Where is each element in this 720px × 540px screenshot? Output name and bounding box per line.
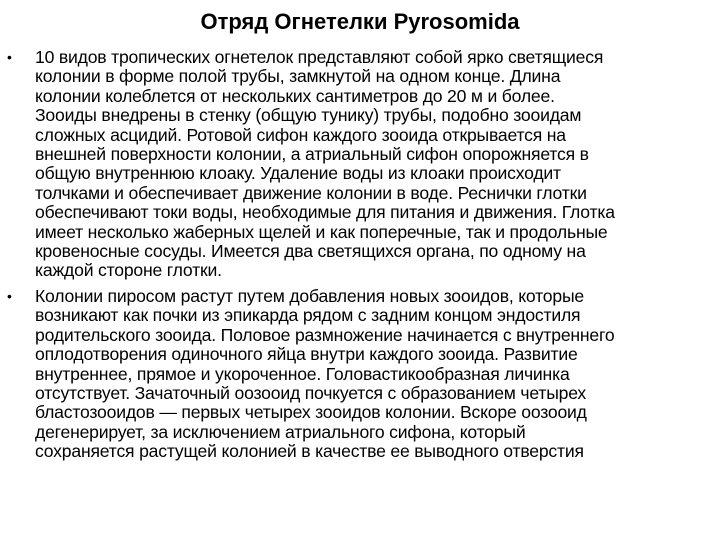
text-line: отсутствует. Зачаточный оозооид почкуется с образованием четырех <box>35 383 587 404</box>
text-line: бластозооидов — первых четырех зооидов колонии. Вскоре оозооид <box>35 402 587 423</box>
text-line: обеспечивают токи воды, необходимые для питания и движения. Глотка <box>35 202 615 223</box>
text-line: сохраняется растущей колонией в качестве ее выводного отверстия <box>35 441 584 462</box>
text-line: оплодотворения одиночного яйца внутри каждого зооида. Развитие <box>35 344 578 365</box>
text-line: имеет несколько жаберных щелей и как поперечные, так и продольные <box>35 221 608 242</box>
text-line: каждой стороне глотки. <box>35 260 222 281</box>
text-line: родительского зооида. Половое размножение начинается с внутреннего <box>35 324 615 345</box>
bullet-text <box>35 287 614 462</box>
text-line: сложных асцидий. Ротовой сифон каждого зооида открывается на <box>35 124 566 145</box>
bullet-icon: • <box>7 288 12 304</box>
text-line: возникают как почки из эпикарда рядом с задним концом эндостиля <box>35 305 581 326</box>
text-line: дегенерирует, за исключением атриального сифона, который <box>35 421 526 442</box>
bullet-text <box>35 48 615 281</box>
text-line: 10 видов тропических огнетелок представляют собой ярко светящиеся <box>35 47 604 67</box>
text-line: колонии в форме полой трубы, замкнутой на одном конце. Длина <box>35 66 561 87</box>
text-line: толчками и обеспечивает движение колонии в воде. Реснички глотки <box>35 182 587 203</box>
text-line: внутреннее, прямое и укороченное. Головастикообразная личинка <box>35 363 570 384</box>
text-line: внешней поверхности колонии, а атриальный сифон опорожняется в <box>35 144 589 165</box>
text-line: колонии колеблется от нескольких сантиметров до 20 м и более. <box>35 85 555 106</box>
slide-title: Отряд Огнетелки Pyrosomida <box>200 9 520 34</box>
text-line: Колонии пиросом растут путем добавления новых зооидов, которые <box>35 286 584 306</box>
text-line: общую внутреннюю клоаку. Удаление воды из клоаки происходит <box>35 163 561 184</box>
bullet-icon: • <box>7 49 12 65</box>
text-line: Зооиды внедрены в стенку (общую тунику) трубы, подобно зооидам <box>35 105 582 126</box>
text-line: кровеносные сосуды. Имеется два светящихся органа, по одному на <box>35 241 586 262</box>
